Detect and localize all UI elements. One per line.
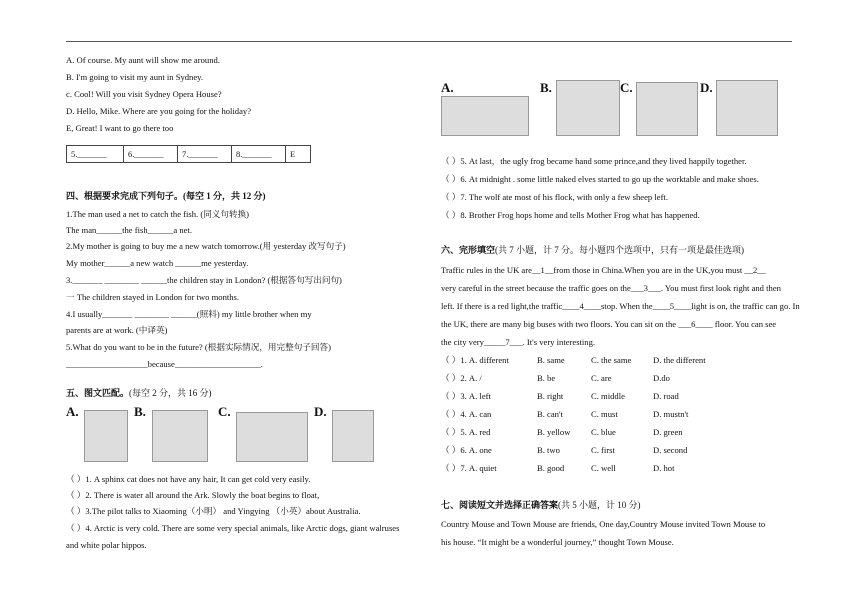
- section-6-title: 六、完形填空: [441, 245, 496, 255]
- answer-cell-6[interactable]: 6._______: [124, 146, 178, 163]
- r-picture-d: [700, 80, 778, 136]
- passage-line-1: Traffic rules in the UK are__1__from those in China.When you are in the UK,you must __2__: [441, 265, 766, 275]
- choice-b: B. right: [537, 391, 564, 401]
- s4-line-8: parents are at work. (中译英): [66, 325, 168, 335]
- choice-a: （ ）3. A. left: [441, 391, 491, 401]
- option-e: E, Great! I want to go there too: [66, 123, 174, 133]
- s5-picture-d: [314, 404, 376, 462]
- choice-a: （ ）5. A. red: [441, 427, 491, 437]
- section-4-heading: [66, 191, 266, 202]
- s4-line-6: 一 The children stayed in London for two months.: [66, 292, 240, 302]
- choice-c: C. first: [591, 445, 615, 455]
- section-4-note: (每空 1 分，共 12 分): [183, 191, 266, 201]
- section-5-title: 五、图文匹配。: [66, 388, 130, 398]
- s4-line-1: 1.The man used a net to catch the fish. (同义句转换): [66, 209, 250, 219]
- frog-house-image: [716, 80, 778, 136]
- r-item-7: （ ）7. The wolf ate most of his flock, with only a few sheep left.: [441, 192, 668, 202]
- choice-a: （ ）7. A. quiet: [441, 463, 497, 473]
- section-6-heading: [441, 245, 744, 256]
- choice-a: （ ）1. A. different: [441, 355, 509, 365]
- passage-line-2: very careful in the street because the traffic goes on the___3___. You must first look right and then: [441, 283, 781, 293]
- r-item-8: （ ）8. Brother Frog hops home and tells Mother Frog what has happened.: [441, 210, 700, 220]
- choice-d: D. road: [653, 391, 679, 401]
- choice-b: B. two: [537, 445, 560, 455]
- choice-d: D. green: [653, 427, 683, 437]
- arctic-image: [332, 410, 374, 462]
- choice-c: C. are: [591, 373, 612, 383]
- choice-b: B. can't: [537, 409, 563, 419]
- s7-line-2: his house. “It might be a wonderful journey,” thought Town Mouse.: [441, 537, 674, 547]
- choice-a: （ ）4. A. can: [441, 409, 492, 419]
- choice-d: D.do: [653, 373, 670, 383]
- choice-c: C. blue: [591, 427, 616, 437]
- passage-line-3: left. If there is a red light,the traffic____4____stop. When the____5____light is on, the traffic can go. In: [441, 301, 800, 311]
- r-label-d: D.: [700, 80, 713, 95]
- s5-item-4: （ ）4. Arctic is very cold. There are some very special animals, like Arctic dogs, giant walruses: [66, 523, 400, 533]
- r-picture-a: [441, 80, 529, 136]
- r-item-6: （ ）6. At midnight . some little naked elves started to go up the worktable and make shoes.: [441, 174, 759, 184]
- option-d: D. Hello, Mike. Where are you going for the holiday?: [66, 106, 252, 116]
- section-5-note: (每空 2 分，共 16 分): [129, 388, 212, 398]
- answer-cell-e: E: [286, 146, 311, 163]
- s5-label-d: D.: [314, 404, 327, 419]
- section-7-heading: [441, 500, 641, 511]
- choice-b: B. be: [537, 373, 556, 383]
- choice-b: B. same: [537, 355, 565, 365]
- r-label-a: A.: [441, 80, 454, 95]
- prince-image: [441, 96, 529, 136]
- choice-d: D. the different: [653, 355, 706, 365]
- s5-item-4-cont: and white polar hippos.: [66, 540, 147, 550]
- section-7-title: 七、阅读短文并选择正确答案: [441, 500, 559, 510]
- section-7-note: (共 5 小题，计 10 分): [558, 500, 641, 510]
- section-5-heading: [66, 388, 212, 399]
- s5-label-c: C.: [218, 404, 231, 419]
- r-picture-c: [620, 80, 698, 136]
- r-label-c: C.: [620, 80, 633, 95]
- choice-d: D. second: [653, 445, 688, 455]
- r-item-5: （ ）5. At last，the ugly frog became hand some prince,and they lived happily together.: [441, 156, 747, 166]
- answer-cell-5[interactable]: 5._______: [67, 146, 124, 163]
- section-4-title: 四、根据要求完成下列句子。: [66, 191, 184, 201]
- answer-table: [66, 145, 311, 163]
- ark-image: [152, 410, 208, 462]
- s5-picture-a: [66, 404, 128, 462]
- section-6-note: (共 7 小题，计 7 分。每小题四个选项中，只有一项是最佳选项): [495, 245, 745, 255]
- choice-c: C. the same: [591, 355, 632, 365]
- choice-c: C. middle: [591, 391, 625, 401]
- wolf-image: [636, 82, 698, 136]
- s5-picture-b: [134, 404, 208, 462]
- s4-line-7: 4.I usually_______ ________ ______(照料) my little brother when my: [66, 309, 312, 319]
- option-c: c. Cool! Will you visit Sydney Opera House?: [66, 89, 222, 99]
- s4-line-2: The man______the fish______a net.: [66, 225, 193, 235]
- r-picture-b: [540, 80, 620, 136]
- s5-picture-c: [218, 404, 308, 462]
- s4-line-10: ___________________because____________________.: [66, 359, 263, 369]
- choice-a: （ ）2. A. /: [441, 373, 482, 383]
- s5-item-3: （ ）3.The pilot talks to Xiaoming（小明） and Yingying （小英）about Australia.: [66, 506, 361, 516]
- choice-d: D. mustn't: [653, 409, 689, 419]
- option-a: A. Of course. My aunt will show me around.: [66, 55, 220, 65]
- choice-b: B. yellow: [537, 427, 571, 437]
- sphinx-cat-image: [84, 410, 128, 462]
- option-b: B. I'm going to visit my aunt in Sydney.: [66, 72, 204, 82]
- choice-d: D. hot: [653, 463, 675, 473]
- s4-line-5: 3._______ ________ ______the children stay in London? (根据答句写出问句): [66, 275, 342, 285]
- header-rule: [66, 41, 792, 42]
- s4-line-4: My mother______a new watch ______me yesterday.: [66, 258, 249, 268]
- s5-item-2: （ ）2. There is water all around the Ark. Slowly the boat begins to float,: [66, 490, 320, 500]
- elves-image: [556, 80, 620, 136]
- s4-line-9: 5.What do you want to be in the future? (根据实际情况，用完整句子回答): [66, 342, 331, 352]
- s5-label-b: B.: [134, 404, 146, 419]
- choice-b: B. good: [537, 463, 565, 473]
- choice-a: （ ）6. A. one: [441, 445, 492, 455]
- r-label-b: B.: [540, 80, 552, 95]
- s7-line-1: Country Mouse and Town Mouse are friends, One day,Country Mouse invited Town Mouse to: [441, 519, 766, 529]
- s4-line-3: 2.My mother is going to buy me a new watch tomorrow.(用 yesterday 改写句子): [66, 241, 346, 251]
- pilot-image: [236, 412, 308, 462]
- answer-cell-8[interactable]: 8._______: [232, 146, 286, 163]
- s5-item-1: （ ）1. A sphinx cat does not have any hair, It can get cold very easily.: [66, 474, 311, 484]
- passage-line-4: the UK, there are many big buses with two floors. You can sit on the ___6____ floor. You can see: [441, 319, 777, 329]
- answer-cell-7[interactable]: 7._______: [178, 146, 232, 163]
- s5-label-a: A.: [66, 404, 79, 419]
- passage-line-5: the city very_____7___. It's very interesting.: [441, 337, 596, 347]
- choice-c: C. must: [591, 409, 618, 419]
- choice-c: C. well: [591, 463, 616, 473]
